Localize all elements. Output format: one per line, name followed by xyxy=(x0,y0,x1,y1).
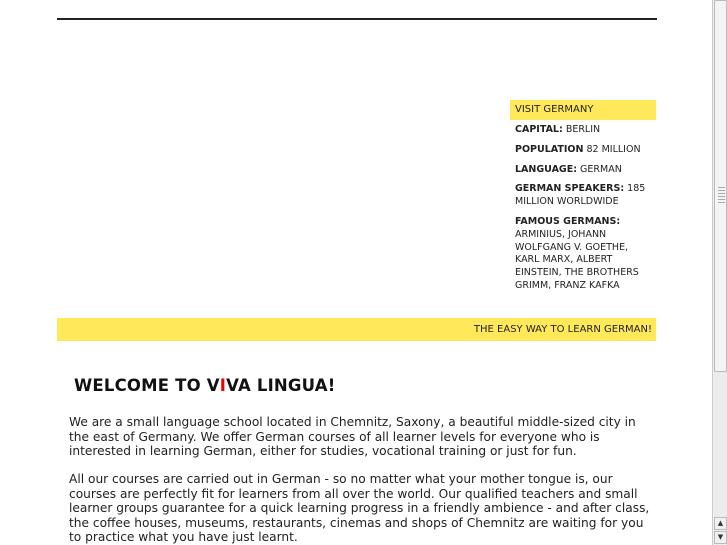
fact-capital: CAPITAL: BERLIN xyxy=(515,124,601,135)
fact-famous-germans: FAMOUS GERMANS: ARMINIUS, JOHANN WOLFGANG V. GOETHE, KARL MARX, ALBERT EINSTEIN, THE BROTHERS GRIMM, FRANZ KAFKA xyxy=(515,215,639,291)
courses-paragraph: All our courses are carried out in German - so no matter what your mother tongue is, our courses are perfectly fit for learners from all over the world. Our qualified teachers and small learner groups guarantee for a quick learning progress in a friendly ambience - and after class, the coffee houses, museums, restaurants, cinemas and shops of Chemnitz are waiting for you to practice what you have just learnt. xyxy=(69,472,650,545)
visit-germany-box xyxy=(510,100,656,296)
grip-icon xyxy=(718,187,725,205)
intro-paragraph: We are a small language school located in Chemnitz, Saxony, a beautiful middle-sized city in the east of Germany. We offer German courses of all learner levels for everyone who is interested in learning German, either for studies, vocational training or just for fun. xyxy=(69,415,636,459)
scrollbar-thumb[interactable] xyxy=(714,0,727,372)
vertical-scrollbar[interactable] xyxy=(712,0,727,545)
slogan-banner: THE EASY WAY TO LEARN GERMAN! xyxy=(57,318,656,341)
visit-germany-title: VISIT GERMANY xyxy=(510,100,656,120)
page-title: WELCOME TO VIVA LINGUA! xyxy=(74,376,336,395)
fact-population: POPULATION 82 MILLION xyxy=(515,143,641,155)
header-rule xyxy=(57,18,657,20)
fact-speakers: GERMAN SPEAKERS: 185 MILLION WORLDWIDE xyxy=(515,183,646,208)
fact-language: LANGUAGE: GERMAN xyxy=(515,163,622,175)
scroll-down-icon[interactable]: ▼ xyxy=(714,531,727,544)
scroll-up-icon[interactable]: ▲ xyxy=(714,517,727,530)
